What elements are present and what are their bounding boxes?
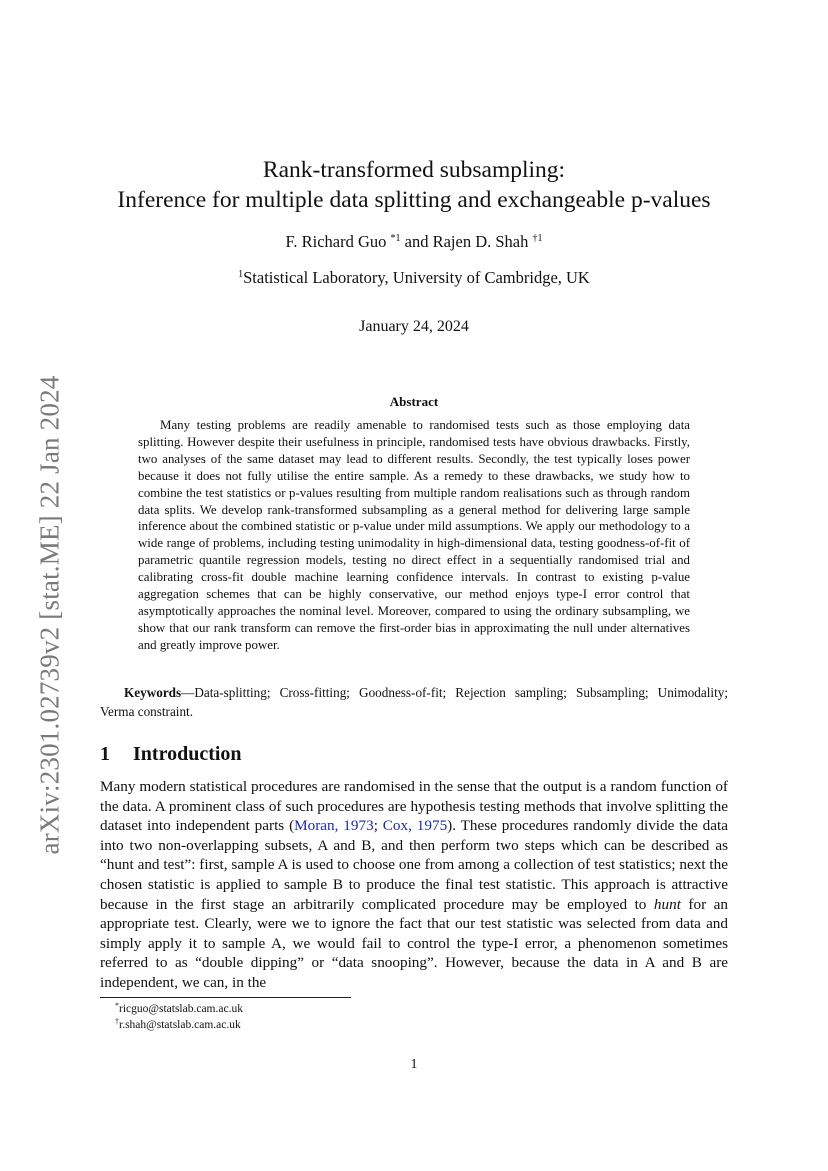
section-number: 1 [100, 743, 110, 765]
section-heading [100, 743, 728, 766]
section-title: Introduction [133, 743, 242, 765]
author-1-marks: *1 [390, 233, 401, 244]
footnote-1-mark: * [115, 1001, 119, 1010]
author-2: Rajen D. Shah [432, 232, 533, 251]
citation-moran[interactable]: Moran, 1973 [294, 817, 374, 835]
citation-separator: ; [373, 817, 383, 835]
introduction-paragraph [100, 777, 728, 993]
citation-cox[interactable]: Cox, 1975 [382, 817, 448, 835]
footnote-2-email: r.shah@statslab.cam.ac.uk [119, 1018, 241, 1031]
paper-title [100, 155, 728, 215]
footnotes [115, 1002, 615, 1033]
footnote-1 [115, 1002, 615, 1018]
footnote-2-mark: † [115, 1016, 119, 1026]
affiliation [100, 268, 728, 288]
abstract-text: Many testing problems are readily amenable to randomised tests such as those employing data splitting. However despite their usefulness in principle, randomised tests have obvious drawbacks. Firstly, two analyses of the same dataset may lead to different results. Secondly, the test typically loses power because it does not fully utilise the entire sample. As a remedy to these drawbacks, we study how to combine the test statistics or p-values resulting from multiple random realisations such as through random data splits. We develop rank-transformed subsampling as a general method for delivering large sample inference about the combined statistic or p-value under mild assumptions. We apply our methodology to a wide range of problems, including testing unimodality in high-dimensional data, testing goodness-of-fit of parametric quantile regression models, testing no direct effect in a sequentially randomised trial and calibrating cross-fit double machine learning confidence intervals. In contrast to existing p-value aggregation schemes that can be highly conservative, our method enjoys type-I error control that asymptotically approaches the nominal level. Moreover, compared to using the ordinary subsampling, we show that our rank transform can remove the first-order bias in approximating the null under alternatives and greatly improve power. [138, 418, 690, 652]
footnote-divider [100, 997, 351, 998]
paper-date: January 24, 2024 [359, 318, 469, 335]
title-line-1: Rank-transformed subsampling: [262, 157, 566, 183]
author-2-marks: †1 [532, 233, 543, 244]
arxiv-stamp [34, 365, 65, 865]
author-list [100, 232, 728, 252]
arxiv-identifier: arXiv:2301.02739v2 [stat.ME] 22 Jan 2024 [34, 375, 65, 855]
affiliation-mark: 1 [238, 269, 244, 280]
author-conjunction: and [400, 232, 433, 251]
title-line-2: Inference for multiple data splitting and exchangeable p-values [117, 187, 711, 213]
keywords-label: Keywords [124, 685, 182, 700]
footnote-2 [115, 1018, 615, 1034]
affiliation-text: Statistical Laboratory, University of Cambridge, UK [243, 268, 590, 287]
author-1: F. Richard Guo [285, 232, 391, 251]
keywords-text: —Data-splitting; Cross-fitting; Goodness-of-fit; Rejection sampling; Subsampling; Unimodality; Verma constraint. [100, 685, 728, 719]
intro-text-2: ). These procedures randomly divide the data into two non-overlapping subsets, A and B, and then perform two steps which can be described as “hunt and test”: first, sample A is used to choose one from among a collection of test statistics; next the chosen statistic is applied to sample B to produce the final test statistic. This approach is attractive because in the first stage an arbitrarily complicated procedure may be employed to [100, 817, 728, 913]
intro-text-3: for an appropriate test. Clearly, were we to ignore the fact that our test statistic was selected from data and simply apply it to sample A, we would fail to control the type-I error, a phenomenon sometimes referred to as “double dipping” or “data snooping”. However, because the data in A and B are independent, we can, in the [100, 895, 728, 991]
intro-text-1: Many modern statistical procedures are randomised in the sense that the output is a random function of the data. A prominent class of such procedures are hypothesis testing methods that involve splitting the dataset into independent parts ( [100, 778, 728, 835]
keywords [100, 683, 728, 721]
abstract-heading: Abstract [389, 394, 439, 409]
intro-emphasis: hunt [653, 895, 681, 913]
footnote-1-email: ricguo@statslab.cam.ac.uk [119, 1003, 243, 1015]
page-number: 1 [410, 1057, 418, 1072]
